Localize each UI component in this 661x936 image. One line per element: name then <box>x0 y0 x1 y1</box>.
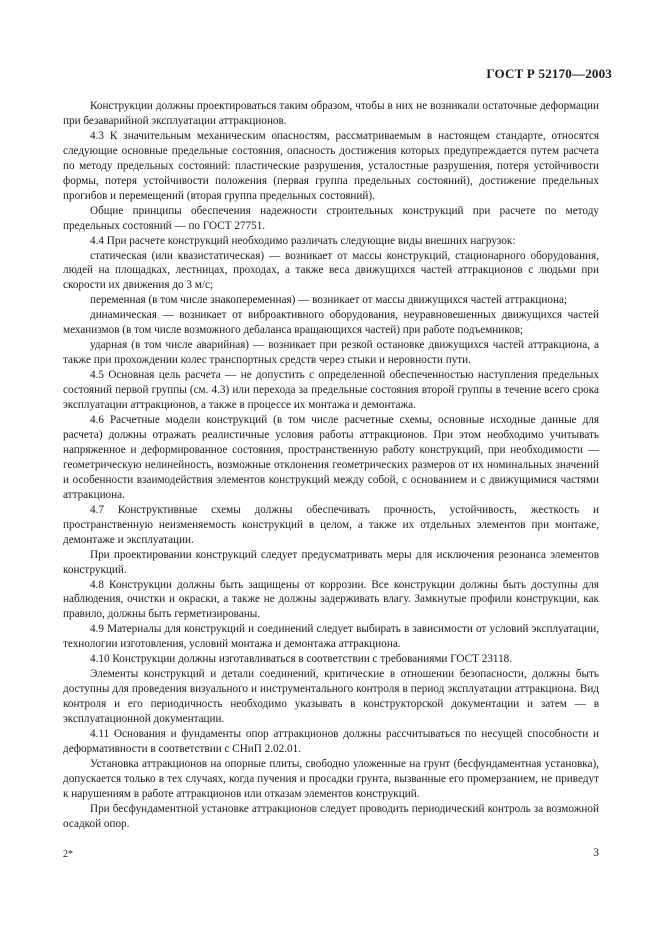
document-body <box>63 99 599 832</box>
paragraph-p12: При проектировании конструкций следует предусматривать меры для исключения резонанса элементов конструкций. <box>63 548 599 576</box>
paragraph-p2: 4.3 К значительным механическим опасностям, рассматриваемым в настоящем стандарте, относятся следующие основные предельные состояния, опасность достижения которых предупреждается путем расчета по методу предельных состояний: пластические разрушения, усталостные разрушения, потеря устойчивости формы, потеря устойчивости положения (первая группа предельных состояний), достижение предельных прогибов и перемещений (вторая группа предельных состояний). <box>63 129 599 202</box>
sheet-signature-mark: 2* <box>63 849 73 860</box>
paragraph-p19: При бесфундаментной установке аттракционов следует проводить периодический контроль за возможной осадкой опор. <box>63 802 599 830</box>
paragraph-p8: ударная (в том числе аварийная) — возникает при резкой остановке движущихся частей аттракциона, а также при прохождении колес транспортных средств через стыки и неровности пути. <box>63 339 599 367</box>
paragraph-p3: Общие принципы обеспечения надежности строительных конструкций при расчете по методу предельных состояний — по ГОСТ 27751. <box>63 204 599 232</box>
paragraph-p11: 4.7 Конструктивные схемы должны обеспечивать прочность, устойчивость, жесткость и пространственную неизменяемость конструкций в целом, а также их отдельных элементов при монтаже, демонтаже и эксплуатации. <box>63 503 599 546</box>
paragraph-p17: 4.11 Основания и фундаменты опор аттракционов должны рассчитываться по несущей способности и деформативности в соответствии с СНиП 2.02.01. <box>63 728 599 755</box>
page-number: 3 <box>593 847 599 859</box>
paragraph-p13: 4.8 Конструкции должны быть защищены от коррозии. Все конструкции должны быть доступны для наблюдения, очистки и окраски, а также не должны задерживать влагу. Замкнутые профили конструкции, как правило, должны быть герметизированы. <box>63 578 599 621</box>
paragraph-p16: Элементы конструкций и детали соединений, критические в отношении безопасности, должны быть доступны для проведения визуального и инструментального контроля в период эксплуатации аттракциона. Вид контроля и его периодичность необходимо указывать в конструкторской документации и затем — в эксплуатационной документации. <box>63 668 599 726</box>
paragraph-p15: 4.10 Конструкции должны изготавливаться в соответствии с требованиями ГОСТ 23118. <box>90 653 513 666</box>
paragraph-p4: 4.4 При расчете конструкций необходимо различать следующие виды внешних нагрузок: <box>90 234 516 247</box>
paragraph-p1: Конструкции должны проектироваться таким образом, чтобы в них не возникали остаточные деформации при безаварийной эксплуатации аттракционов. <box>63 100 599 127</box>
paragraph-p14: 4.9 Материалы для конструкций и соединений следует выбирать в зависимости от условий эксплуатации, технологии изготовления, условий монтажа и демонтажа аттракциона. <box>63 623 599 651</box>
paragraph-p6: переменная (в том числе знакопеременная) — возникает от массы движущихся частей аттракциона; <box>90 294 568 307</box>
paragraph-p18: Установка аттракционов на опорные плиты, свободно уложенные на грунт (бесфундаментная установка), допускается только в тех случаях, когда пучения и просадки грунта, вызванные его промерзанием, не приведут к нарушениям в работе аттракционов или отказам элементов конструкций. <box>63 757 599 800</box>
paragraph-p9: 4.5 Основная цель расчета — не допустить с определенной обеспеченностью наступления предельных состояний первой группы (см. 4.3) или перехода за предельные состояния второй группы в течение всего срока эксплуатации аттракционов, а также в процессе их монтажа и демонтажа. <box>63 369 599 412</box>
paragraph-p10: 4.6 Расчетные модели конструкций (в том числе расчетные схемы, основные исходные данные для расчета) должны отражать реалистичные условия работы аттракционов. При этом необходимо учитывать напряженное и деформированное состояния, пространственную работу конструкций, при необходимости — геометрическую нелинейность, возможные отклонения геометрических размеров от их номинальных значений и особенности взаимодействия элементов конструкций между собой, с основанием и с движущимися частями аттракциона. <box>63 414 599 501</box>
document-code: ГОСТ Р 52170—2003 <box>486 66 612 81</box>
paragraph-p7: динамическая — возникает от виброактивного оборудования, неуравновешенных движущихся частей механизмов (в том числе возможного дебаланса вращающихся частей) при работе подъемников; <box>63 309 599 337</box>
paragraph-p5: статическая (или квазистатическая) — возникает от массы конструкций, стационарного оборудования, людей на площадках, лестницах, проходах, а также веса движущихся частей аттракционов с людьми при скорости их движения до 3 м/с; <box>63 249 599 292</box>
